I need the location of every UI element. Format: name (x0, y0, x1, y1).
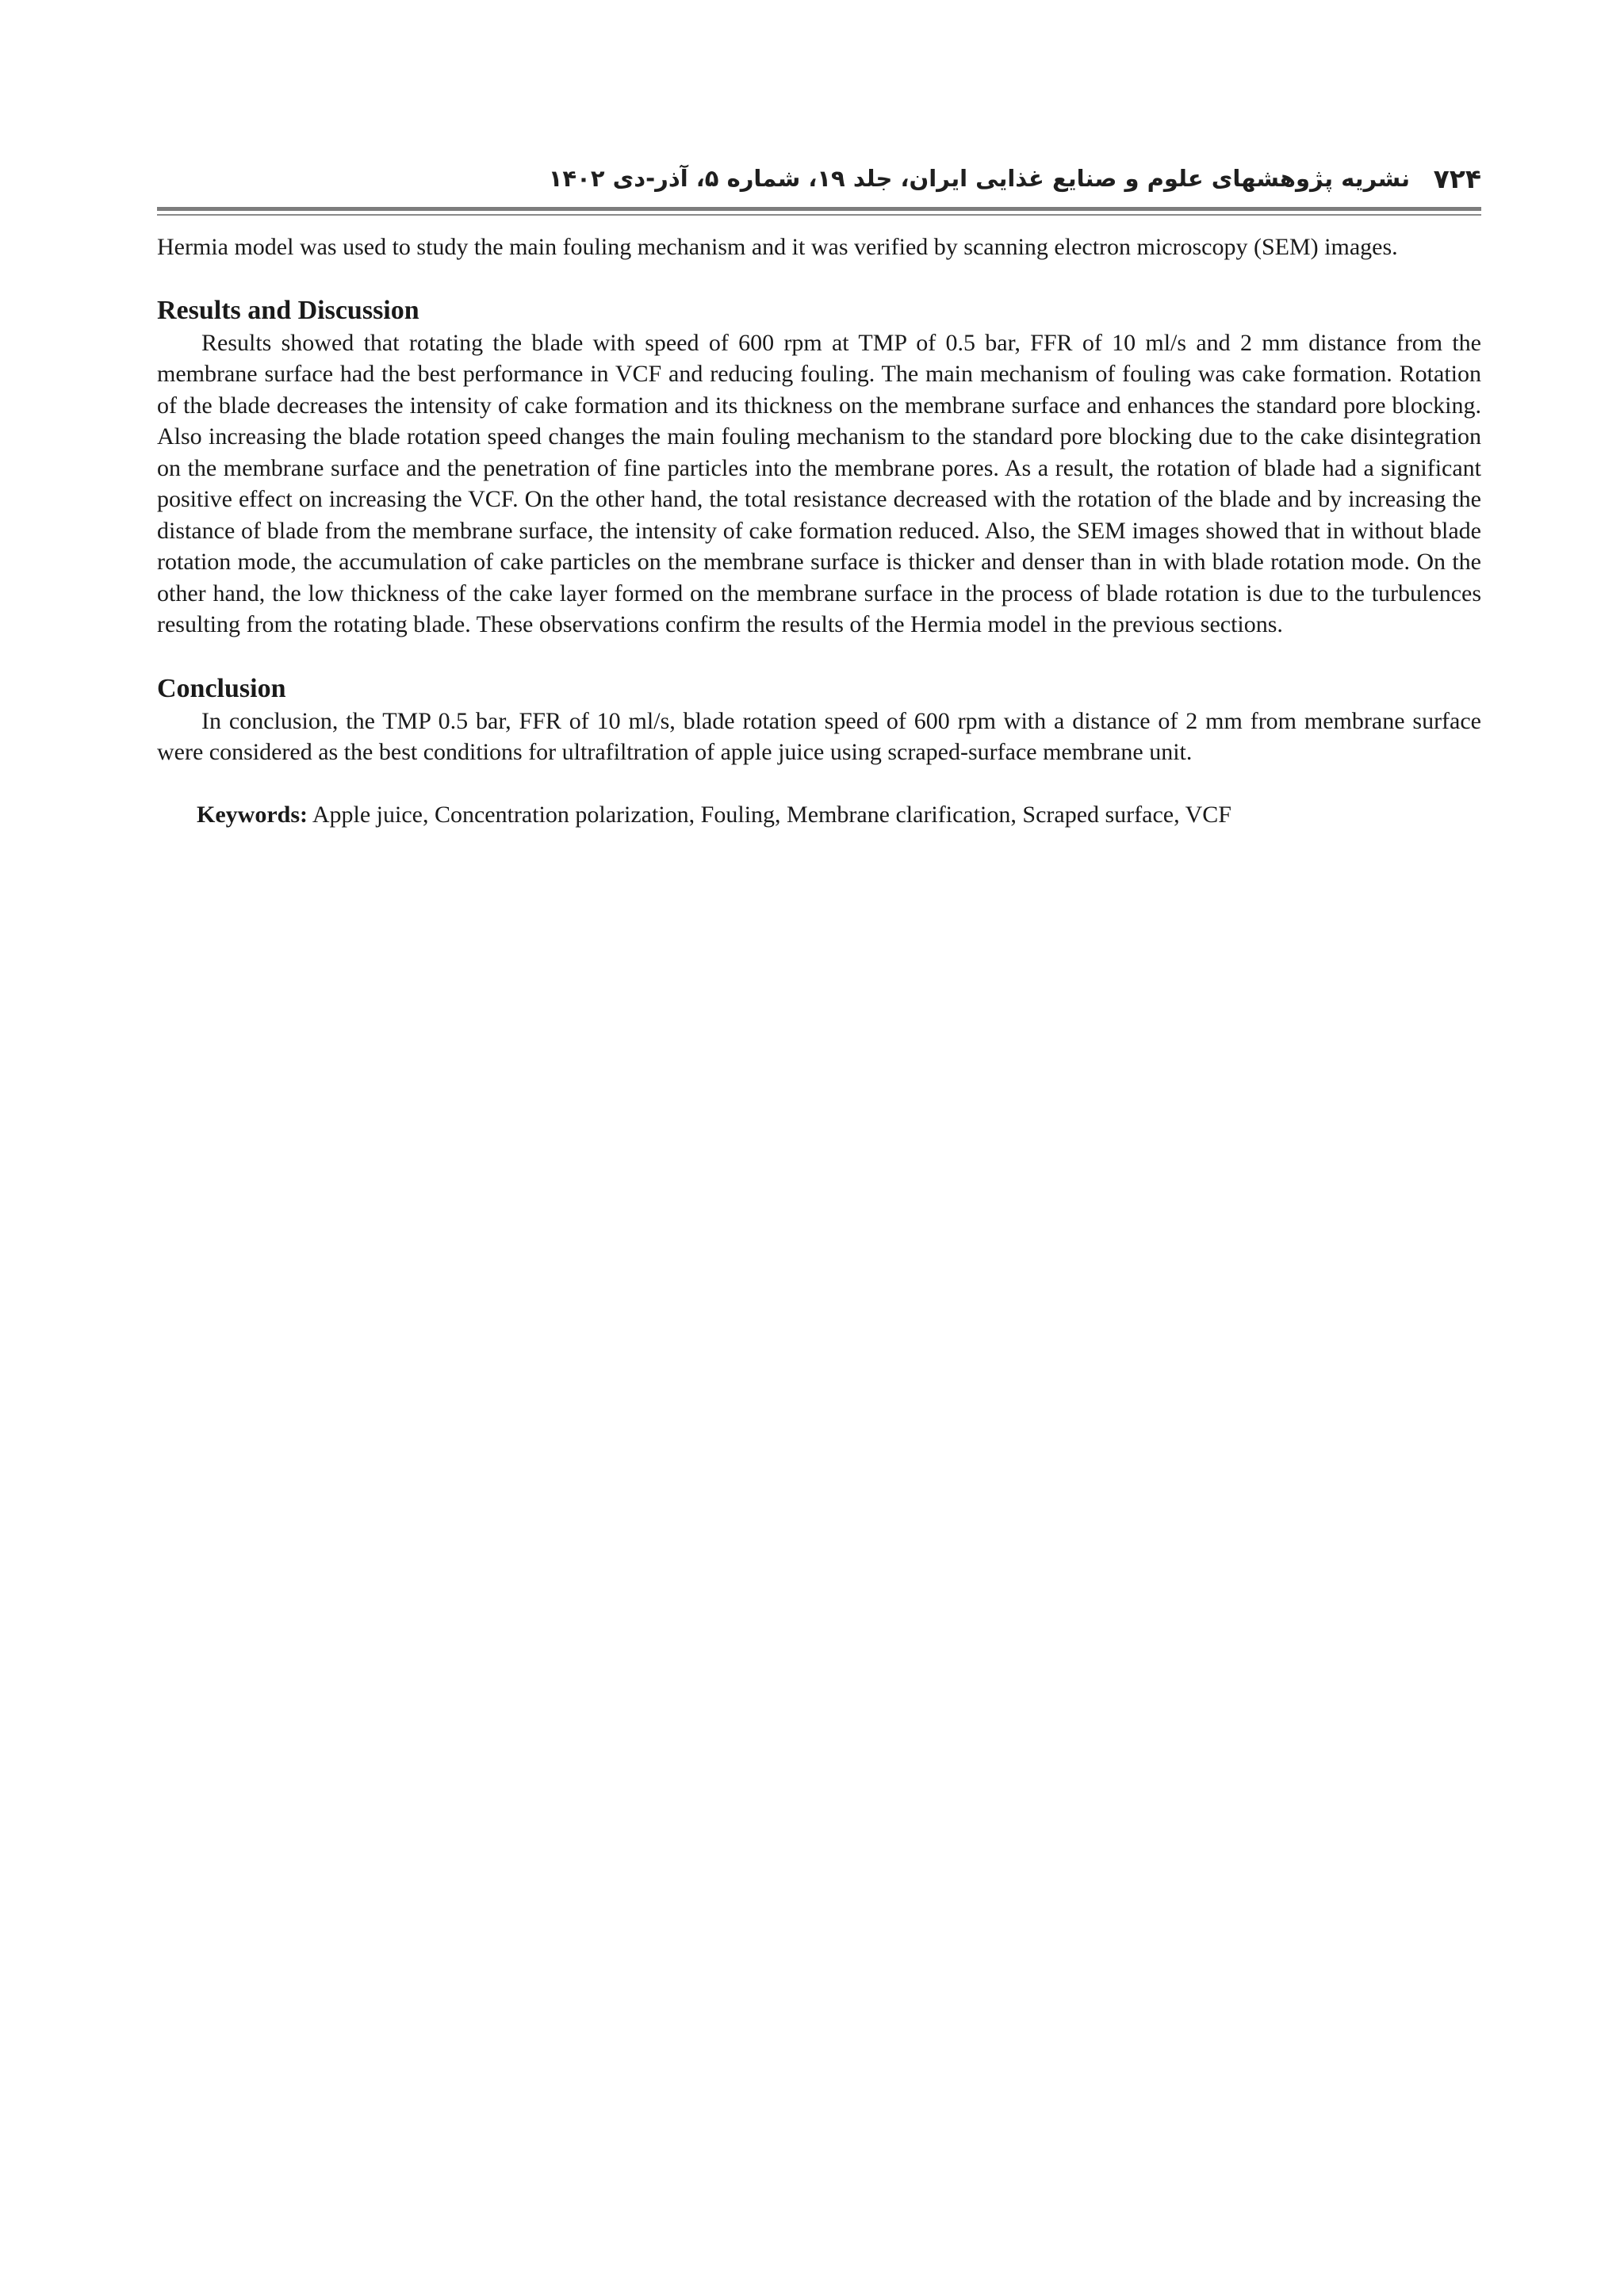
page-number: ۷۲۴ (1433, 163, 1481, 194)
header-rule-thin (157, 214, 1481, 216)
results-paragraph: Results showed that rotating the blade with speed of 600 rpm at TMP of 0.5 bar, FFR of 10 ml/s and 2 mm distance from the membrane surface had the best performance in VCF and reducing fouling. The main mechanism of fouling was cake formation. Rotation of the blade decreases the intensity of cake formation and its thickness on the membrane surface and enhances the standard pore blocking. Also increasing the blade rotation speed changes the main fouling mechanism to the standard pore blocking due to the cake disintegration on the membrane surface and the penetration of fine particles into the membrane pores. As a result, the rotation of blade had a significant positive effect on increasing the VCF. On the other hand, the total resistance decreased with the rotation of the blade and by increasing the distance of blade from the membrane surface, the intensity of cake formation reduced. Also, the SEM images showed that in without blade rotation mode, the accumulation of cake particles on the membrane surface is thicker and denser than in with blade rotation mode. On the other hand, the low thickness of the cake layer formed on the membrane surface in the process of blade rotation is due to the turbulences resulting from the rotating blade. These observations confirm the results of the Hermia model in the previous sections. (157, 329, 1481, 637)
keywords-text: Apple juice, Concentration polarization, Fouling, Membrane clarification, Scraped surface, VCF (307, 801, 1231, 828)
intro-paragraph: Hermia model was used to study the main fouling mechanism and it was verified by scanning electron microscopy (SEM) images. (157, 234, 1398, 260)
conclusion-paragraph: In conclusion, the TMP 0.5 bar, FFR of 10 ml/s, blade rotation speed of 600 rpm with a distance of 2 mm from membrane surface were considered as the best conditions for ultrafiltration of apple juice using scraped-surface membrane unit. (157, 707, 1481, 765)
results-heading: Results and Discussion (157, 295, 419, 325)
running-header (157, 163, 1481, 203)
conclusion-heading: Conclusion (157, 673, 286, 703)
journal-title: نشریه پژوهشهای علوم و صنایع غذایی ایران، جلد ۱۹، شماره ۵، آذر-دی ۱۴۰۲ (548, 165, 1410, 192)
article-content (157, 232, 1481, 830)
keywords-line (157, 799, 1481, 831)
keywords-label: Keywords: (197, 801, 308, 828)
header-rule-thick (157, 207, 1481, 211)
